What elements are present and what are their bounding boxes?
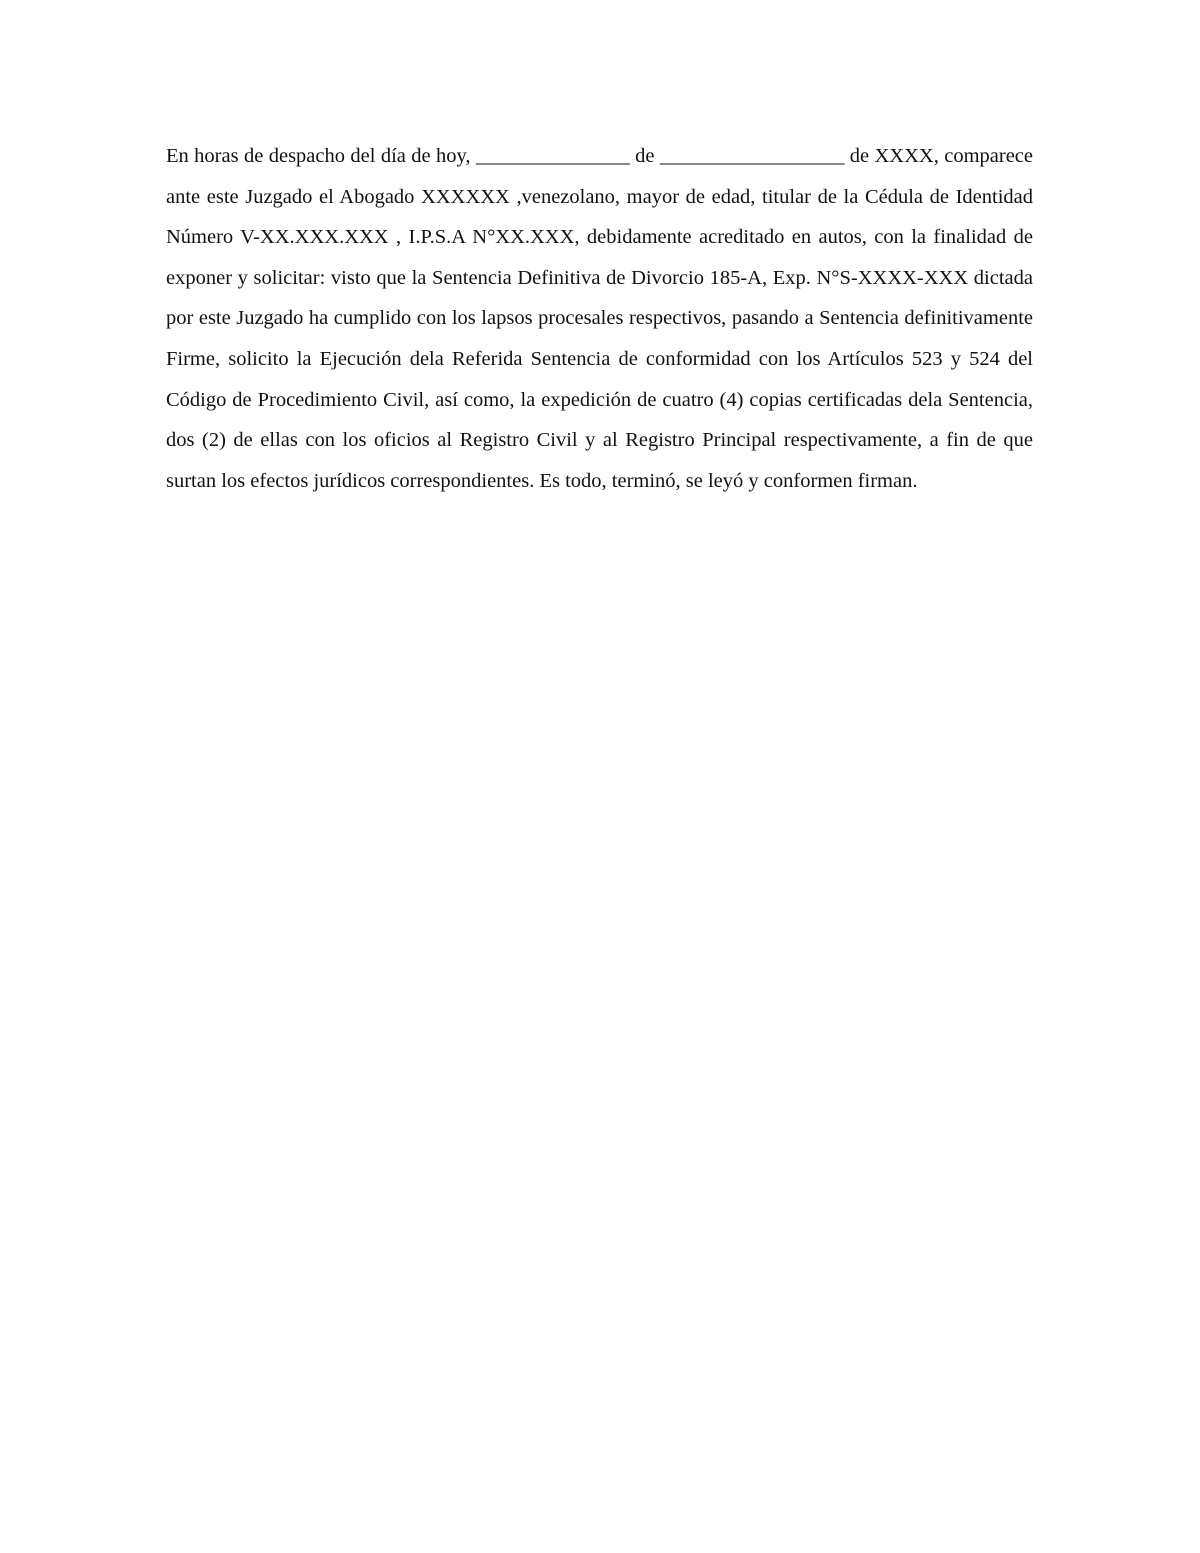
document-paragraph: En horas de despacho del día de hoy, _______________ de __________________ de XXXX, comparece ante este Juzgado el Abogado XXXXXX ,venezolano, mayor de edad, titular de la Cédula de Identidad Número V-XX.XXX.XXX , I.P.S.A N°XX.XXX, debidamente acreditado en autos, con la finalidad de exponer y solicitar: visto que la Sentencia Definitiva de Divorcio 185-A, Exp. N°S-XXXX-XXX dictada por este Juzgado ha cumplido con los lapsos procesales respectivos, pasando a Sentencia definitivamente Firme, solicito la Ejecución dela Referida Sentencia de conformidad con los Artículos 523 y 524 del Código de Procedimiento Civil, así como, la expedición de cuatro (4) copias certificadas dela Sentencia, dos (2) de ellas con los oficios al Registro Civil y al Registro Principal respectivamente, a fin de que surtan los efectos jurídicos correspondientes. Es todo, terminó, se leyó y conformen firman. (166, 145, 1033, 492)
